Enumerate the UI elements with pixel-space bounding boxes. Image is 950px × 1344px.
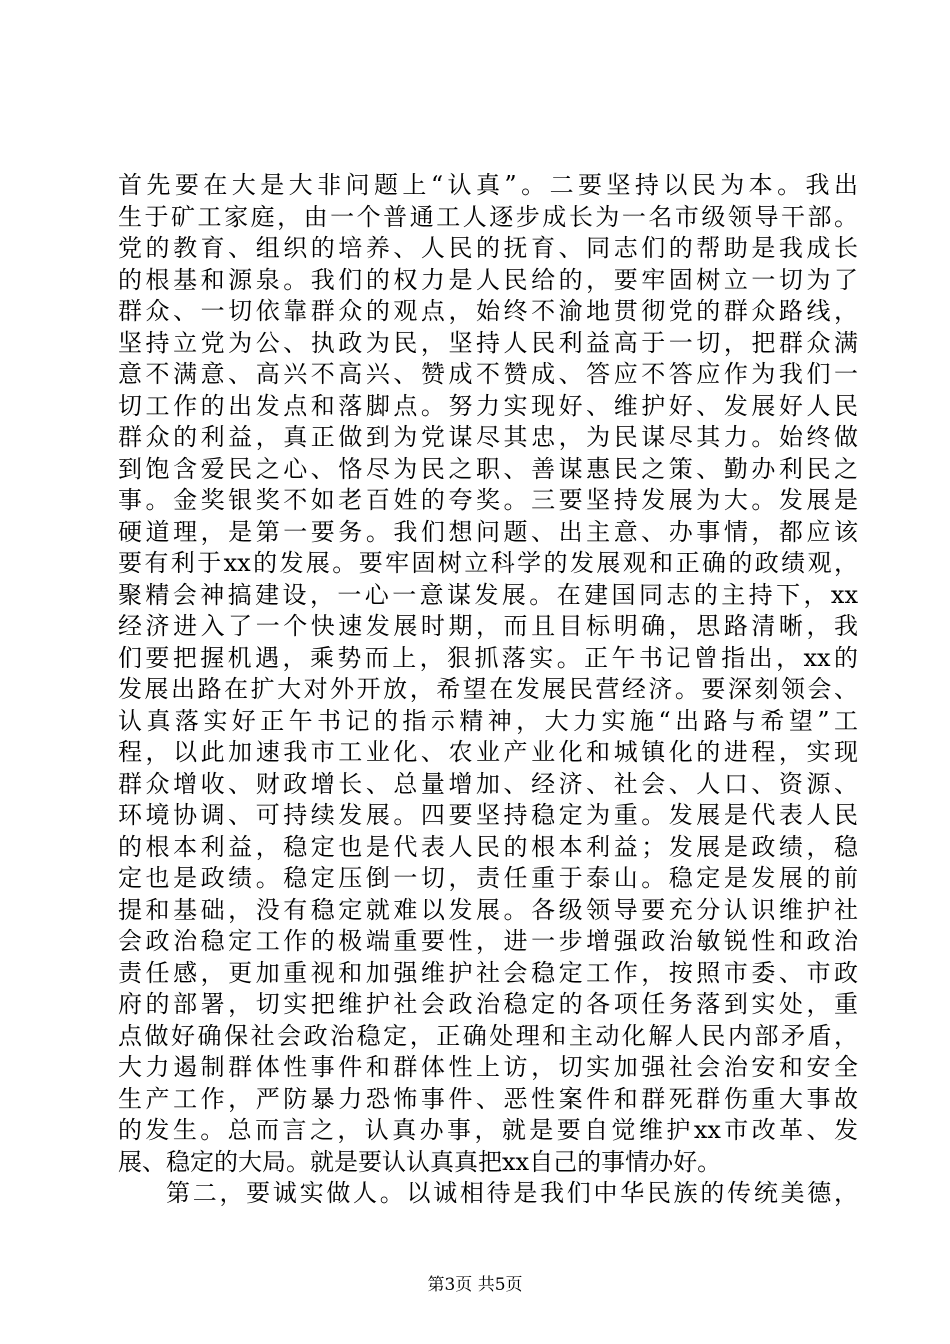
text-line: 事。金奖银奖不如老百姓的夸奖。三要坚持发展为大。发展是 — [118, 486, 858, 514]
text-line: 展、稳定的大局。就是要认认真真把xx自己的事情办好。 — [118, 1147, 722, 1176]
text-line: 到饱含爱民之心、恪尽为民之职、善谋惠民之策、勤办利民之 — [118, 454, 858, 483]
text-line: 认真落实好正午书记的指示精神，大力实施“出路与希望”工 — [118, 706, 858, 735]
text-line: 群众、一切依靠群众的观点，始终不渝地贯彻党的群众路线， — [118, 297, 858, 325]
text-line: 切工作的出发点和落脚点。努力实现好、维护好、发展好人民 — [118, 391, 858, 420]
text-line: 定也是政绩。稳定压倒一切，责任重于泰山。稳定是发展的前 — [118, 864, 858, 892]
text-line: 环境协调、可持续发展。四要坚持稳定为重。发展是代表人民 — [118, 801, 858, 829]
text-line: 生于矿工家庭，由一个普通工人逐步成长为一名市级领导干部。 — [118, 202, 858, 231]
text-line: 的发生。总而言之，认真办事，就是要自觉维护xx市改革、发 — [118, 1116, 858, 1144]
page-number-footer: 第3页 共5页 — [427, 1275, 523, 1295]
body-text — [118, 170, 858, 1210]
text-line: 聚精会神搞建设，一心一意谋发展。在建国同志的主持下，xx — [118, 580, 858, 609]
text-line: 生产工作，严防暴力恐怖事件、恶性案件和群死群伤重大事故 — [118, 1084, 858, 1113]
text-line: 责任感，更加重视和加强维护社会稳定工作，按照市委、市政 — [118, 958, 858, 987]
text-line: 提和基础，没有稳定就难以发展。各级领导要充分认识维护社 — [118, 895, 858, 924]
text-line: 坚持立党为公、执政为民，坚持人民利益高于一切，把群众满 — [118, 328, 858, 357]
text-line: 们要把握机遇，乘势而上，狠抓落实。正午书记曾指出，xx的 — [118, 643, 858, 672]
text-line: 硬道理，是第一要务。我们想问题、出主意、办事情，都应该 — [118, 517, 858, 546]
text-line: 府的部署，切实把维护社会政治稳定的各项任务落到实处，重 — [118, 990, 858, 1018]
text-line: 首先要在大是大非问题上“认真”。二要坚持以民为本。我出 — [118, 171, 858, 199]
paragraph-start-line: 第二，要诚实做人。以诚相待是我们中华民族的传统美德， — [166, 1179, 858, 1207]
text-line: 意不满意、高兴不高兴、赞成不赞成、答应不答应作为我们一 — [118, 360, 858, 388]
text-line: 的根基和源泉。我们的权力是人民给的，要牢固树立一切为了 — [118, 265, 858, 294]
text-line: 点做好确保社会政治稳定，正确处理和主动化解人民内部矛盾， — [118, 1021, 858, 1050]
text-line: 经济进入了一个快速发展时期，而且目标明确，思路清晰，我 — [118, 612, 858, 640]
text-line: 大力遏制群体性事件和群体性上访，切实加强社会治安和安全 — [118, 1053, 858, 1081]
text-line: 党的教育、组织的培养、人民的抚育、同志们的帮助是我成长 — [118, 234, 858, 262]
text-line: 群众增收、财政增长、总量增加、经济、社会、人口、资源、 — [118, 769, 858, 798]
text-line: 会政治稳定工作的极端重要性，进一步增强政治敏锐性和政治 — [118, 927, 858, 955]
text-line: 发展出路在扩大对外开放，希望在发展民营经济。要深刻领会、 — [118, 675, 858, 703]
text-line: 程，以此加速我市工业化、农业产业化和城镇化的进程，实现 — [118, 738, 858, 766]
text-line: 群众的利益，真正做到为党谋尽其忠，为民谋尽其力。始终做 — [118, 423, 858, 451]
text-line: 要有利于xx的发展。要牢固树立科学的发展观和正确的政绩观， — [118, 549, 858, 577]
text-line: 的根本利益，稳定也是代表人民的根本利益；发展是政绩，稳 — [118, 832, 858, 861]
